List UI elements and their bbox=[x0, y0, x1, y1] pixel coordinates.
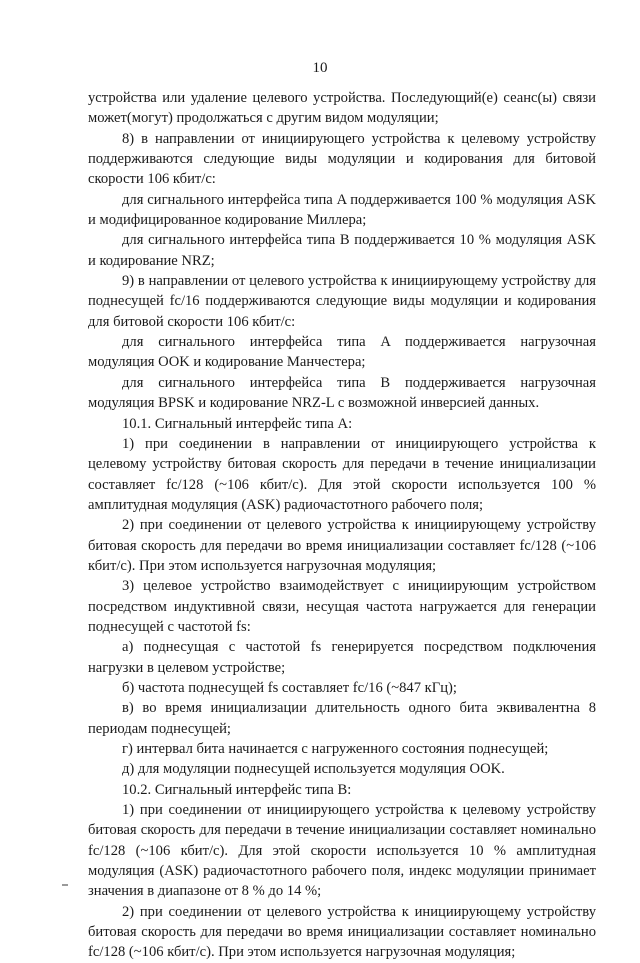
paragraph-10-1-item-v: в) во время инициализации длительность одного бита эквивалентна 8 периодам поднесущей; bbox=[88, 700, 596, 737]
paragraph-10-1-item-d: д) для модуляции поднесущей используется модуляция OOK. bbox=[122, 761, 505, 778]
section-heading-10-2: 10.2. Сигнальный интерфейс типа B: bbox=[122, 781, 352, 798]
paragraph-10-1-item-g: г) интервал бита начинается с нагруженного состояния поднесущей; bbox=[122, 741, 549, 757]
paragraph-10-2-item-2: 2) при соединении от целевого устройства к инициирующему устройству битовая скорость для передачи во время инициализации составляет номинально fc/128 (~106 кбит/с). При этом используется нагрузочная модуляция; bbox=[88, 903, 596, 961]
paragraph-10-1-item-1: 1) при соединении в направлении от инициирующего устройства к целевому устройству битовая скорость для передачи в течение инициализации составляет fc/128 (~106 кбит/с). Для этой скорости используется 100 % амплитудная модуляция (ASK) радиочастотного рабочего поля; bbox=[88, 435, 596, 513]
paragraph-item-8: 8) в направлении от инициирующего устройства к целевому устройству поддерживаются следующие виды модуляции и кодирования для битовой скорости 106 кбит/с: bbox=[88, 130, 596, 188]
paragraph-item-9: 9) в направлении от целевого устройства к инициирующему устройству для поднесущей fc/16 поддерживаются следующие виды модуляции и кодирования для битовой скорости 106 кбит/с: bbox=[88, 273, 596, 330]
document-body bbox=[88, 88, 596, 963]
paragraph-10-2-item-1: 1) при соединении от инициирующего устройства к целевому устройству битовая скорость для передачи в течение инициализации составляет номинально fc/128 (~106 кбит/с). Для этой скорости используется 10 % амплитудная модуляция (ASK) радиочастотного рабочего поля, индекс модуляции принимает значения в диапазоне от 8 % до 14 %; bbox=[88, 802, 596, 900]
paragraph-10-1-item-3: 3) целевое устройство взаимодействует с инициирующим устройством посредством индуктивной связи, несущая частота нагружается для генерации поднесущей с частотой fs: bbox=[88, 578, 596, 635]
paragraph-10-1-item-a: а) поднесущая с частотой fs генерируется посредством подключения нагрузки в целевом устройстве; bbox=[88, 639, 596, 676]
page-number: 10 bbox=[312, 60, 328, 76]
paragraph-type-b-modulation: для сигнального интерфейса типа B поддерживается 10 % модуляция ASK и кодирование NRZ; bbox=[88, 232, 596, 269]
paragraph-10-1-item-2: 2) при соединении от целевого устройства к инициирующему устройству битовая скорость для передачи во время инициализации составляет fc/128 (~106 кбит/с). При этом используется нагрузочная модуляция; bbox=[88, 517, 596, 574]
paragraph-type-b-load-modulation: для сигнального интерфейса типа B поддерживается нагрузочная модуляция BPSK и кодирование NRZ-L с возможной инверсией данных. bbox=[88, 374, 596, 412]
section-heading-10-1: 10.1. Сигнальный интерфейс типа A: bbox=[122, 415, 353, 432]
paragraph-type-a-load-modulation: для сигнального интерфейса типа A поддерживается нагрузочная модуляция OOK и кодирование Манчестера; bbox=[88, 334, 596, 371]
paragraph-continuation: устройства или удаление целевого устройства. Последующий(е) сеанс(ы) связи может(могут) продолжаться с другим видом модуляции; bbox=[88, 90, 596, 127]
scan-artifact bbox=[62, 884, 68, 886]
paragraph-10-1-item-b: б) частота поднесущей fs составляет fc/16 (~847 кГц); bbox=[122, 679, 457, 696]
paragraph-type-a-modulation: для сигнального интерфейса типа A поддерживается 100 % модуляция ASK и модифицированное кодирование Миллера; bbox=[88, 191, 596, 229]
